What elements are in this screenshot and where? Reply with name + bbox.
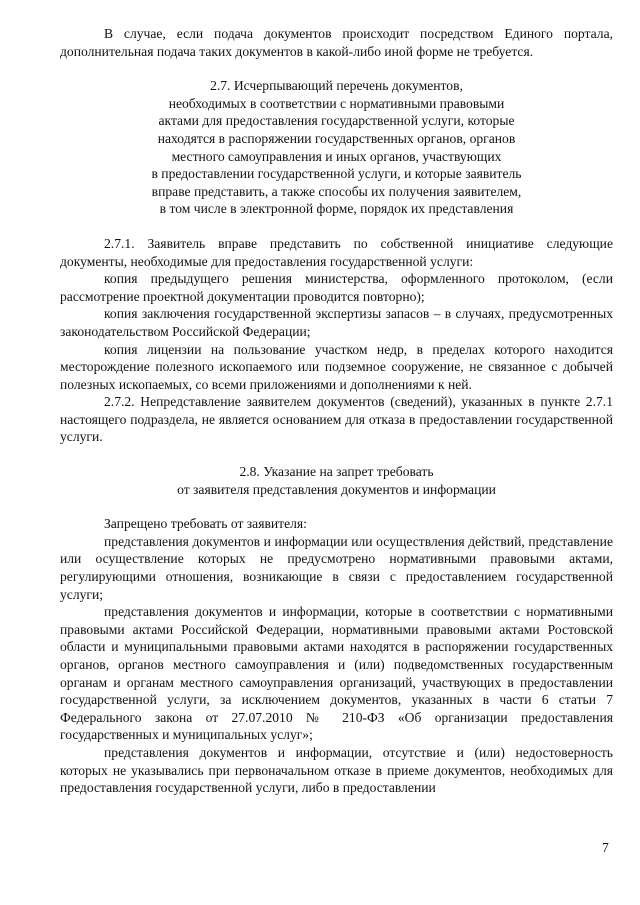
heading-line: в предоставлении государственной услуги, и которые заявитель (151, 166, 522, 182)
heading-line: 2.7. Исчерпывающий перечень документов, (210, 78, 463, 94)
list-item: копия заключения государственной экспертизы запасов – в случаях, предусмотренных законодательством Российской Федерации; (60, 306, 613, 339)
list-item: представления документов и информации, отсутствие и (или) недостоверность которых не указывались при первоначальном отказе в приеме документов, необходимых для предоставления государственной услуги, либо в предоставлении (60, 744, 613, 796)
list-item: представления документов и информации или осуществления действий, представление или осуществление которых не предусмотрено нормативными правовыми актами, регулирующими отношения, возникающие в связи с предоставлением государственной услуги; (60, 533, 613, 602)
section-2-8-heading (60, 463, 613, 498)
list-item: копия лицензии на пользование участком недр, в пределах которого находится месторождение полезного ископаемого или подземное сооружение, не связанное с добычей полезных ископаемых, со всеми приложениями и дополнениями к ней. (60, 341, 613, 392)
paragraph-2-7-2: 2.7.2. Непредставление заявителем документов (сведений), указанных в пункте 2.7.1 настоящего подраздела, не является основанием для отказа в предоставлении государственной услуги. (60, 394, 613, 445)
list-item: представления документов и информации, которые в соответствии с нормативными правовыми актами Российской Федерации, нормативными правовыми актами Ростовской области и муниципальными правовыми актами находятся в распоряжении государственных органов, органов местного самоуправления и (или) подведомственных государственным органам и органам местного самоуправления организаций, участвующих в предоставлении государственной услуги, за исключением документов, указанных в части 6 статьи 7 Федерального закона от 27.07.2010 № 210-ФЗ «Об организации предоставления государственных и муниципальных услуг»; (60, 604, 613, 743)
heading-line: от заявителя представления документов и информации (177, 481, 496, 497)
heading-line: 2.8. Указание на запрет требовать (239, 464, 434, 480)
list-item: копия предыдущего решения министерства, оформленного протоколом, (если рассмотрение проектной документации проводится повторно); (60, 271, 613, 304)
heading-line: актами для предоставления государственной услуги, которые (158, 113, 515, 129)
heading-line: вправе представить, а также способы их получения заявителем, (151, 183, 522, 199)
document-page (60, 25, 613, 797)
section-2-7-heading (60, 77, 613, 218)
heading-line: в том числе в электронной форме, порядок их представления (159, 201, 514, 217)
intro-paragraph: В случае, если подача документов происходит посредством Единого портала, дополнительная подача таких документов в какой-либо иной форме не требуется. (60, 26, 613, 59)
heading-line: необходимых в соответствии с нормативными правовыми (168, 95, 505, 111)
heading-line: местного самоуправления и иных органов, участвующих (171, 148, 502, 164)
paragraph-2-7-1: 2.7.1. Заявитель вправе представить по собственной инициативе следующие документы, необходимые для предоставления государственной услуги: (60, 235, 613, 269)
page-number: 7 (602, 840, 609, 855)
section-2-8-lead: Запрещено требовать от заявителя: (104, 516, 307, 532)
heading-line: находятся в распоряжении государственных органов, органов (157, 130, 516, 146)
